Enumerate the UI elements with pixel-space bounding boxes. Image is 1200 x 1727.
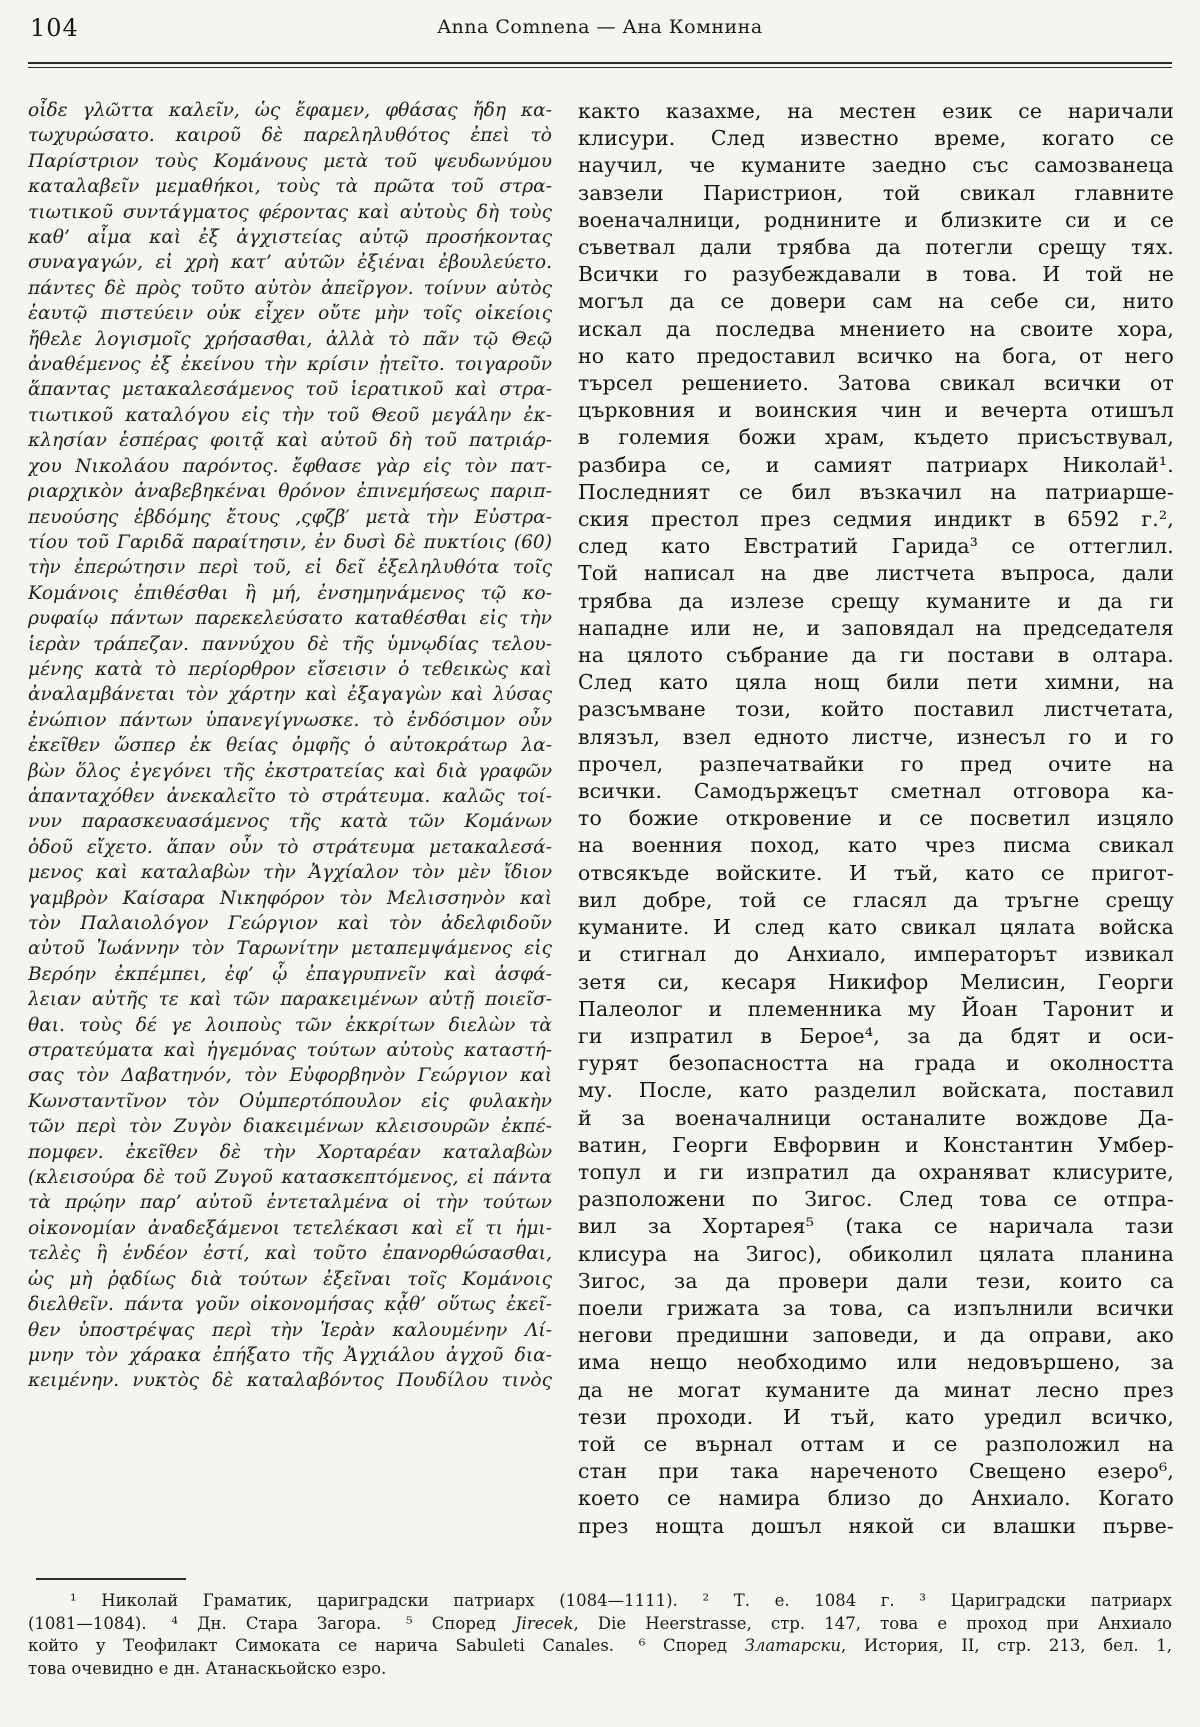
text-line: ἱερὰν τράπεζαν. παννύχου δὲ τῆς ὑμνῳδίας τελου-: [28, 633, 552, 655]
text-line: τελὲς ἢ ἐνδέον ἐστί, καὶ τοῦτο ἐπανορθώσασθαι,: [28, 1243, 552, 1265]
text-line: гурят безопасността на града и околността: [578, 1051, 1174, 1076]
text-line: βὼν ὅλος ἐγεγόνει τῆς ἐκστρατείας καὶ διὰ γραφῶν: [28, 760, 552, 782]
text-line: разположени по Зигос. След това се отпра-: [578, 1187, 1174, 1212]
text-line: τωχυρώσατο. καιροῦ δὲ παρεληλυθότος ἐπεὶ τὸ: [28, 125, 552, 147]
text-line: й за военачалници останалите вождове Да-: [578, 1105, 1174, 1130]
text-line: военачалници, роднините и близките си и се: [578, 207, 1174, 232]
footnote-line: ¹ Николай Граматик, цариградски патриарх (1084—1111). ² Т. е. 1084 г. ³ Цариградски патриарх: [70, 1591, 1172, 1610]
text-line: χου Νικολάου παρόντος. ἔφθασε γὰρ εἰς τὸν πατ-: [28, 455, 552, 477]
text-line: ἑαυτῷ πιστεύειν οὐκ εἶχεν οὔτε μὴν τοῖς οἰκείοις: [28, 303, 552, 325]
text-line: След като цяла нощ били пети химни, на: [578, 670, 1174, 695]
text-line: καθ’ αἷμα καὶ ἐξ ἀγχιστείας αὐτῷ προσήκοντας: [28, 227, 552, 249]
text-line: ския престол през седмия индикт в 6592 г.²,: [578, 507, 1174, 532]
text-line: τιωτικοῦ συντάγματος φέροντας καὶ αὐτοὺς δὴ τοὺς: [28, 201, 552, 223]
text-line: през нощта дошъл някой си влашки първе-: [578, 1513, 1174, 1538]
text-line: Той написал на две листчета въпроса, дали: [578, 561, 1174, 586]
text-line: διελθεῖν. πάντα γοῦν οἰκονομήσας κᾆθ’ οὕτως ἐκεῖ-: [28, 1294, 552, 1316]
header-double-rule: [28, 62, 1172, 68]
text-line: Κωνσταντῖνον τὸν Οὐμπερτόπουλον εἰς φυλακὴν: [28, 1090, 552, 1112]
text-line: νυν παρασκευασάμενος τῆς κατὰ τῶν Κομάνων: [28, 811, 552, 833]
text-line: поели грижата за това, са изпълнили всички: [578, 1295, 1174, 1320]
text-line: търсел решението. Затова свикал всички от: [578, 371, 1174, 396]
text-line: Παρίστριον τοὺς Κομάνους μετὰ τοῦ ψευδωνύμου: [28, 150, 552, 172]
text-line: вил за Хортарея⁵ (така се наричала тази: [578, 1214, 1174, 1239]
text-line: (κλεισούρα δὲ τοῦ Ζυγοῦ κατασκεπτόμενος, εἰ πάντα: [28, 1167, 552, 1189]
text-line: αὐτοῦ Ἰωάννην τὸν Ταρωνίτην μεταπεμψάμενος εἰς: [28, 938, 552, 960]
text-line: съветвал дали трябва да потегли срещу тях.: [578, 235, 1174, 260]
text-line: θαι. τοὺς δέ γε λοιποὺς τῶν ἐκκρίτων διελὼν τὰ: [28, 1014, 552, 1036]
footnote-line: който у Теофилакт Симоката се нарича Sabuleti Canales. ⁶ Според Златарски, История, II, стр. 213, бел. 1,: [28, 1636, 1172, 1656]
text-line: клисура на Зигос), обиколил цялата планина: [578, 1241, 1174, 1266]
text-line: ἅπαντας μετακαλεσάμενος τοῦ ἱερατικοῦ καὶ στρα-: [28, 379, 552, 401]
text-line: ἐκεῖθεν ὥσπερ ἐκ θείας ὀμφῆς ὁ αὐτοκράτωρ λα-: [28, 735, 552, 757]
footnote-line: (1081—1084). ⁴ Дн. Стара Загора. ⁵ Според Jirecek, Die Heerstrasse, стр. 147, това е проход при Анхиало: [28, 1613, 1172, 1633]
text-line: искал да последва мнението на своите хора,: [578, 316, 1174, 341]
text-line: πάντες δὲ πρὸς τοῦτο αὐτὸν ἀπεῖργον. τοίνυν αὐτὸς: [28, 277, 552, 299]
text-line: πομφεν. ἐκεῖθεν δὲ τὴν Χορταρέαν καταλαβὼν: [28, 1141, 552, 1163]
text-line: Всички го разубеждавали в това. И той не: [578, 262, 1174, 287]
text-line: стан при така нареченото Свещено езеро⁶,: [578, 1459, 1174, 1484]
text-line: на военния поход, като чрез писма свикал: [578, 833, 1174, 858]
text-line: клисури. След известно време, когато се: [578, 126, 1174, 151]
text-line: πευούσης ἑβδόμης ἔτους ,ςφζβ′ μετὰ τὴν Εὐστρα-: [28, 506, 552, 528]
text-line: влязъл, взел едното листче, изнесъл го и го: [578, 724, 1174, 749]
text-line: разбира се, и самият патриарх Николай¹.: [578, 452, 1174, 477]
page-number: 104: [30, 14, 79, 42]
text-line: той се върнал оттам и се разположил на: [578, 1431, 1174, 1456]
text-line: ἐνώπιον πάντων ὑπανεγίγνωσκε. τὸ ἐνδόσιμον οὖν: [28, 709, 552, 731]
text-line: ги изпратил в Берое⁴, за да бдят и оси-: [578, 1023, 1174, 1048]
text-line: Зигос, за да провери дали тези, които са: [578, 1268, 1174, 1293]
text-line: τῶν περὶ τὸν Ζυγὸν διακειμένων κλεισουρῶν ἐκπέ-: [28, 1116, 552, 1138]
text-line: ἁπανταχόθεν ἀνεκαλεῖτο τὸ στράτευμα. καλῶς τοί-: [28, 785, 552, 807]
greek-text-column: [28, 98, 552, 1548]
text-line: има нещо необходимо или недовършено, за: [578, 1350, 1174, 1375]
text-line: τιωτικοῦ καταλόγου εἰς τὴν τοῦ Θεοῦ μεγάλην ἐκ-: [28, 404, 552, 426]
text-line: ἀναθέμενος ἐξ ἐκείνου τὴν κρίσιν ᾐτεῖτο. τοιγαροῦν: [28, 354, 552, 376]
page-header: [0, 0, 1200, 58]
text-line: отвсякъде войските. И тъй, като се пригот-: [578, 860, 1174, 885]
text-line: църковния и воинския чин и вечерта отишъл: [578, 398, 1174, 423]
text-line: τὸν Παλαιολόγον Γεώργιον καὶ τὸν ἀδελφιδοῦν: [28, 913, 552, 934]
text-line: след като Евстратий Гарида³ се оттеглил.: [578, 534, 1174, 559]
text-line: вил добре, той се гласял да тръгне срещу: [578, 887, 1174, 912]
text-line: ὁδοῦ εἴχετο. ἅπαν οὖν τὸ στράτευμα μετακαλεσά-: [28, 836, 552, 858]
text-line: научил, че куманите заедно със самозванеца: [578, 153, 1174, 178]
text-line: зетя си, кесаря Никифор Мелисин, Георги: [578, 969, 1174, 994]
footnotes-block: [28, 1590, 1172, 1680]
text-line: σας τὸν Δαβατηνόν, τὸν Εὐφορβηνὸν Γεώργιον καὶ: [28, 1065, 552, 1087]
footnote-line: това очевидно е дн. Атанаскьойско езро.: [28, 1658, 387, 1678]
text-line: и стигнал до Анхиало, императорът извикал: [578, 942, 1174, 967]
text-line: прочел, разпечатвайки го пред очите на: [578, 751, 1174, 776]
text-line: θεν ὑποστρέψας περὶ τὴν Ἱερὰν καλουμένην Λί-: [28, 1319, 552, 1341]
text-line: μνην τὸν χάρακα ἐπήξατο τῆς Ἀγχιάλου ἀγχοῦ δια-: [28, 1344, 552, 1366]
text-line: ἤθελε λογισμοῖς χρήσασθαι, ἀλλὰ τὸ πᾶν τῷ Θεῷ: [28, 328, 552, 350]
text-line: завзели Паристрион, той свикал главните: [578, 180, 1174, 205]
text-line: ватин, Георги Евфорвин и Константин Умбер-: [578, 1132, 1174, 1157]
text-line: на цялото събрание да ги постави в олтара.: [578, 643, 1174, 668]
running-title: Anna Comnena — Ана Комнина: [437, 16, 763, 38]
text-line: то божие откровение и се посветил изцяло: [578, 806, 1174, 831]
text-line: συναγαγών, εἰ χρὴ κατ’ αὐτῶν ἐξιέναι ἐβουλεύετο.: [28, 252, 552, 274]
text-line: както казахме, на местен език се наричали: [578, 99, 1174, 123]
text-line: Последният се бил възкачил на патриарше-: [578, 479, 1174, 504]
text-line: което се намира близо до Анхиало. Когато: [578, 1486, 1174, 1511]
text-line: Κομάνοις ἐπιθέσθαι ἢ μή, ἐνσημηνάμενος τῷ κο-: [28, 582, 552, 604]
text-line: тези проходи. И тъй, като уредил всичко,: [578, 1404, 1174, 1429]
text-line: негови предишни заповеди, и да оправи, ако: [578, 1323, 1174, 1348]
two-column-text: [28, 98, 1174, 1548]
text-line: τὴν ἐπερώτησιν περὶ τοῦ, εἰ δεῖ ἐξεληλυθότα τοῖς: [28, 557, 552, 579]
text-line: τίου τοῦ Γαριδᾶ παραίτησιν, ἐν δυσὶ δὲ πυκτίοις (60): [28, 531, 552, 553]
text-line: Палеолог и племенника му Йоан Таронит и: [578, 996, 1174, 1021]
text-line: трябва да излезе срещу куманите и да ги: [578, 588, 1174, 613]
text-line: γαμβρὸν Καίσαρα Νικηφόρον τὸν Μελισσηνὸν καὶ: [28, 887, 552, 909]
text-line: всички. Самодържецът сметнал отговора ка-: [578, 779, 1174, 804]
text-line: κειμένην. νυκτὸς δὲ καταλαβόντος Πουδίλου τινὸς: [28, 1370, 552, 1392]
text-line: ὡς μὴ ῥᾳδίως διὰ τούτων ἐξεῖναι τοῖς Κομάνοις: [28, 1268, 552, 1290]
text-line: μένης κατὰ τὸ περίορθρον εἴσεισιν ὁ τεθεικὼς καὶ: [28, 658, 552, 680]
text-line: λειαν αὐτῆς τε καὶ τῶν παρακειμένων αὐτῇ ποιεῖσ-: [28, 989, 552, 1011]
text-line: ἀναλαμβάνεται τὸν χάρτην καὶ ἐξαγαγὼν καὶ λύσας: [28, 684, 552, 706]
text-line: разсъмване този, който поставил листчетата,: [578, 697, 1174, 722]
text-line: ρυφαίῳ πάντων παρεκελεύσατο καταθέσθαι εἰς τὴν: [28, 608, 552, 630]
text-line: Βερόην ἐκπέμπει, ἐφ’ ᾧ ἐπαγρυπνεῖν καὶ ἀσφά-: [28, 963, 552, 985]
text-line: му. После, като разделил войската, поставил: [578, 1078, 1174, 1103]
text-line: в големия божи храм, където присъствувал,: [578, 425, 1174, 450]
text-line: μενος καὶ καταλαβὼν τὴν Ἀγχίαλον τὸν μὲν ἴδιον: [28, 862, 552, 884]
text-line: κλησίαν ἑσπέρας φοιτᾷ καὶ αὐτοῦ δὴ τοῦ πατριάρ-: [28, 430, 552, 452]
text-line: куманите. И след като свикал цялата войска: [578, 915, 1174, 940]
text-line: καταλαβεῖν μεμαθήκοι, τοὺς τὰ πρῶτα τοῦ στρα-: [28, 176, 552, 198]
text-line: нападне или не, и заповядал на председателя: [578, 615, 1174, 640]
text-line: да не могат куманите да минат лесно през: [578, 1377, 1174, 1402]
text-line: могъл да се довери сам на себе си, нито: [578, 289, 1174, 314]
text-line: ριαρχικὸν ἀναβεβηκέναι θρόνον ἐπινεμήσεως παριπ-: [28, 481, 552, 503]
text-line: τὰ πρῴην παρ’ αὐτοῦ ἐντεταλμένα οἱ τὴν τούτων: [28, 1192, 552, 1214]
text-line: στρατεύματα καὶ ἡγεμόνας τούτων αὐτοὺς καταστή-: [28, 1040, 552, 1062]
text-line: топул и ги изпратил да охраняват клисурите,: [578, 1159, 1174, 1184]
footnote-separator-rule: [36, 1578, 186, 1580]
text-line: οἶδε γλῶττα καλεῖν, ὡς ἔφαμεν, φθάσας ἤδη κα-: [28, 100, 552, 121]
bulgarian-translation-column: [578, 98, 1174, 1548]
text-line: οἰκονομίαν ἀναδεξάμενοι τετελέκασι καὶ εἴ τι ἡμι-: [28, 1217, 552, 1239]
text-line: но като предоставил всичко на бога, от него: [578, 343, 1174, 368]
